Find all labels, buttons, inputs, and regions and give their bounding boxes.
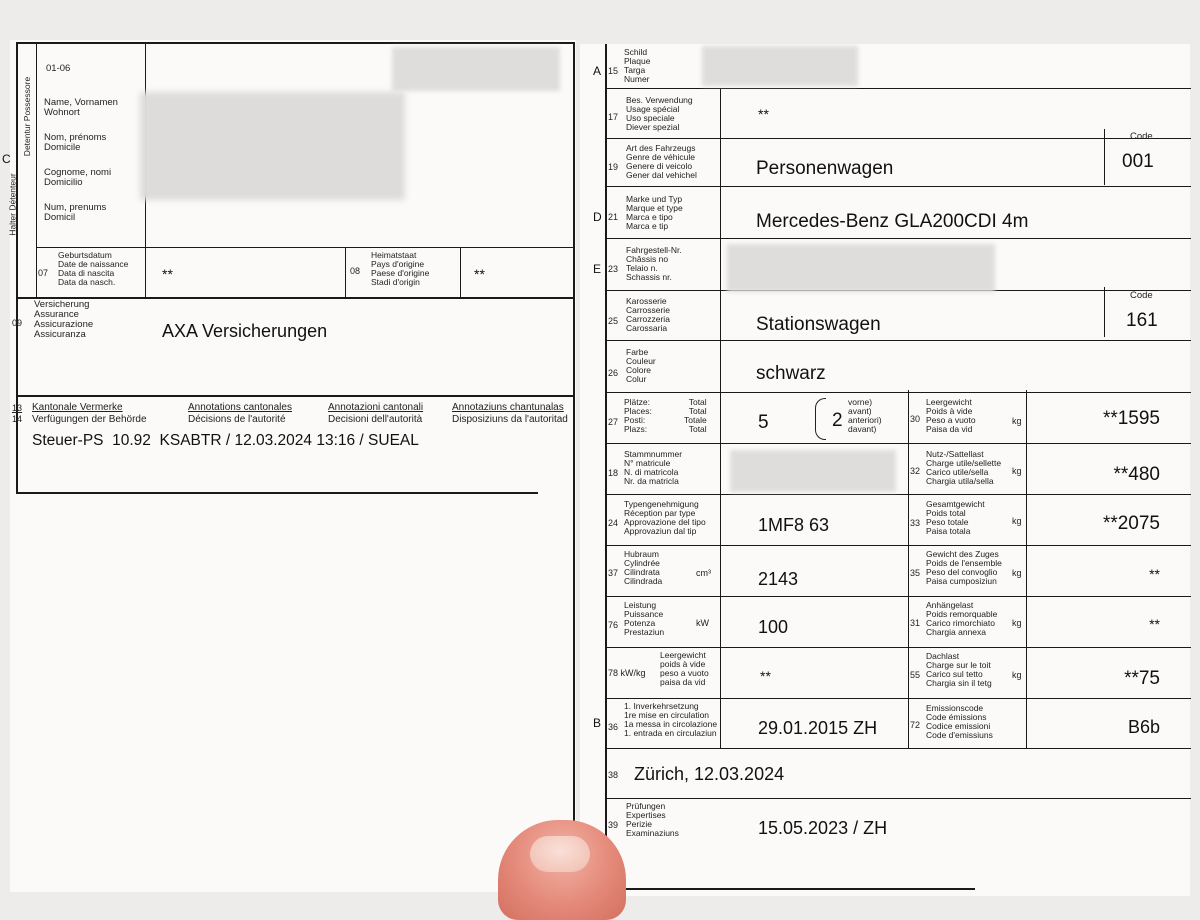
seats-front-bracket <box>815 398 826 440</box>
remarks-value: Steuer-PS 10.92 KSABTR / 12.03.2024 13:16 / SUEAL <box>32 432 419 449</box>
section-letter-b: B <box>593 716 602 730</box>
type-approval-num: 24 <box>608 518 619 528</box>
holder-label-rm: Num, prenums Domicil <box>44 202 107 223</box>
displacement-unit: cm³ <box>696 568 711 578</box>
train-weight-num: 35 <box>910 568 921 578</box>
payload-num: 32 <box>910 466 921 476</box>
redacted-holder-name <box>140 92 405 200</box>
section-letter-e: E <box>593 262 602 276</box>
seats-front-labels: vorne) avant) anteriori) davant) <box>848 397 882 434</box>
first-registration-labels: 1. Inverkehrsetzung 1re mise en circulation 1a messa in circolazione 1. entrada en circulaziun <box>624 701 718 738</box>
roof-load-num: 55 <box>910 670 921 680</box>
section-letter-a: A <box>593 64 602 78</box>
weight-value: **1595 <box>1102 408 1160 429</box>
payload-unit: kg <box>1012 466 1022 476</box>
body-code-label: Code <box>1130 290 1153 301</box>
insurance-labels: Versicherung Assurance Assicurazione Assicuranza <box>34 299 94 340</box>
place-value: Zürich, 12.03.2024 <box>634 764 785 784</box>
remarks-heading-rm: Annotaziuns chantunalas <box>452 402 564 413</box>
roof-load-labels: Dachlast Charge sur le toit Carico sul tetto Chargia sin il tetg <box>926 651 992 688</box>
body-labels: Karosserie Carrosserie Carrozzeria Carossaria <box>626 296 670 333</box>
remarks-num-14: 14 <box>12 414 23 424</box>
body-num: 25 <box>608 316 619 326</box>
total-weight-unit: kg <box>1012 516 1022 526</box>
power-unit: kW <box>696 618 709 628</box>
make-value: Mercedes-Benz GLA200CDI 4m <box>756 211 1029 232</box>
seats-num: 27 <box>608 417 619 427</box>
body-value: Stationswagen <box>756 314 881 335</box>
power-weight-value: ** <box>760 668 771 684</box>
trailer-load-labels: Anhängelast Poids remorquable Carico rimorchiato Chargia annexa <box>926 600 998 637</box>
body-code: 161 <box>1126 310 1158 331</box>
trailer-load-value: ** <box>1149 616 1160 632</box>
displacement-num: 37 <box>608 568 619 578</box>
section-letter-c: C <box>2 152 11 166</box>
total-weight-labels: Gesamtgewicht Poids total Peso totale Paisa totala <box>926 499 985 536</box>
trailer-load-unit: kg <box>1012 618 1022 628</box>
weight-num: 30 <box>910 414 921 424</box>
exam-value: 15.05.2023 / ZH <box>758 818 888 838</box>
chassis-labels: Fahrgestell-Nr. Châssis no Telaio n. Schassis nr. <box>626 245 682 282</box>
special-use-labels: Bes. Verwendung Usage spécial Uso speciale Diever spezial <box>626 95 693 132</box>
remarks-sub-rm: Disposiziuns da l'autoritad <box>452 414 568 425</box>
power-num: 76 <box>608 620 619 630</box>
vehicle-type-num: 19 <box>608 162 619 172</box>
remarks-sub-it: Decisioni dell'autorità <box>328 414 423 425</box>
seats-value: 5 <box>758 412 769 433</box>
first-registration-value: 29.01.2015 ZH <box>758 718 878 738</box>
total-weight-value: **2075 <box>1102 513 1160 534</box>
vehicle-type-labels: Art des Fahrzeugs Genre de véhicule Genere di veicolo Gener dal vehichel <box>626 143 697 180</box>
emission-num: 72 <box>910 720 921 730</box>
remarks-num-13: 13 <box>12 403 23 413</box>
power-weight-num: 78 kW/kg <box>608 668 646 678</box>
redacted-matricule <box>730 450 896 492</box>
birth-num: 07 <box>38 268 49 278</box>
origin-labels: Heimatstaat Pays d'origine Paese d'origine Stadi d'origin <box>371 250 430 287</box>
redacted-block <box>392 47 560 91</box>
payload-value: **480 <box>1113 464 1160 485</box>
remarks-heading-de: Kantonale Vermerke <box>32 402 123 413</box>
emission-value: B6b <box>1127 717 1160 737</box>
holder-vertical-label-2: Detentur Possessore <box>22 76 33 157</box>
special-use-num: 17 <box>608 112 619 122</box>
weight-labels: Leergewicht Poids à vide Peso a vuoto Paisa da vid <box>926 397 976 434</box>
displacement-value: 2143 <box>758 569 799 589</box>
vehicle-type-code-label: Code <box>1130 131 1153 142</box>
exam-num: 39 <box>608 820 619 830</box>
remarks-sub-fr: Décisions de l'autorité <box>188 414 286 425</box>
roof-load-value: **75 <box>1124 668 1160 689</box>
power-labels: Leistung Puissance Potenza Prestaziun <box>624 600 665 637</box>
train-weight-labels: Gewicht des Zuges Poids de l'ensemble Peso del convoglio Paisa cumposiziun <box>926 549 1002 586</box>
seats-labels: Plätze: Places: Posti: Plazs: <box>624 397 652 434</box>
color-num: 26 <box>608 368 619 378</box>
redacted-chassis <box>727 244 995 292</box>
origin-num: 08 <box>350 266 361 276</box>
matricule-num: 18 <box>608 468 619 478</box>
color-labels: Farbe Couleur Colore Colur <box>626 347 656 384</box>
seats-front-value: 2 <box>832 410 843 431</box>
type-approval-labels: Typengenehmigung Réception par type Approvazione del tipo Approvaziun dal tip <box>624 499 706 536</box>
holder-label-fr: Nom, prénoms Domicile <box>44 132 107 153</box>
train-weight-unit: kg <box>1012 568 1022 578</box>
roof-load-unit: kg <box>1012 670 1022 680</box>
make-labels: Marke und Typ Marque et type Marca e tipo Marca e tip <box>626 194 683 231</box>
train-weight-value: ** <box>1149 566 1160 582</box>
vehicle-type-value: Personenwagen <box>756 158 894 179</box>
origin-value: ** <box>474 266 485 282</box>
insurance-value: AXA Versicherungen <box>162 321 328 341</box>
form-code: 01-06 <box>46 63 71 74</box>
weight-unit: kg <box>1012 416 1022 426</box>
make-num: 21 <box>608 212 619 222</box>
first-registration-num: 36 <box>608 722 619 732</box>
holder-label-de: Name, Vornamen Wohnort <box>44 97 118 118</box>
thumb-nail <box>530 836 590 872</box>
holder-vertical-label: Halter Détenteur <box>7 173 18 236</box>
plate-labels: Schild Plaque Targa Numer <box>624 47 651 84</box>
total-weight-num: 33 <box>910 518 921 528</box>
vehicle-type-code: 001 <box>1122 151 1154 172</box>
insurance-num: 09 <box>12 318 23 328</box>
displacement-labels: Hubraum Cylindrée Cilindrata Cilindrada <box>624 549 663 586</box>
power-weight-labels: Leergewicht poids à vide peso a vuoto paisa da vid <box>660 650 709 687</box>
emission-labels: Emissionscode Code émissions Codice emissioni Code d'emissiuns <box>926 703 993 740</box>
color-value: schwarz <box>756 363 826 384</box>
place-num: 38 <box>608 770 619 780</box>
seats-totals: Total Total Totale Total <box>684 397 707 434</box>
remarks-heading-it: Annotazioni cantonali <box>328 402 424 413</box>
birth-value: ** <box>162 266 173 282</box>
type-approval-value: 1MF8 63 <box>758 515 830 535</box>
birth-labels: Geburtsdatum Date de naissance Data di nascita Data da nasch. <box>58 250 129 287</box>
chassis-num: 23 <box>608 264 619 274</box>
holder-label-it: Cognome, nomi Domicilio <box>44 167 112 188</box>
special-use-value: ** <box>758 106 769 122</box>
power-value: 100 <box>758 617 789 637</box>
remarks-heading-fr: Annotations cantonales <box>188 402 292 413</box>
section-letter-d: D <box>593 210 602 224</box>
trailer-load-num: 31 <box>910 618 921 628</box>
redacted-plate <box>702 46 858 86</box>
payload-labels: Nutz-/Sattellast Charge utile/sellette Carico utile/sella Chargia utila/sella <box>926 449 1002 486</box>
plate-num: 15 <box>608 66 619 76</box>
remarks-sub-de: Verfügungen der Behörde <box>32 414 147 425</box>
exam-labels: Prüfungen Expertises Perizie Examinaziuns <box>626 801 679 838</box>
matricule-labels: Stammnummer N° matricule N. di matricola Nr. da matricla <box>624 449 683 486</box>
